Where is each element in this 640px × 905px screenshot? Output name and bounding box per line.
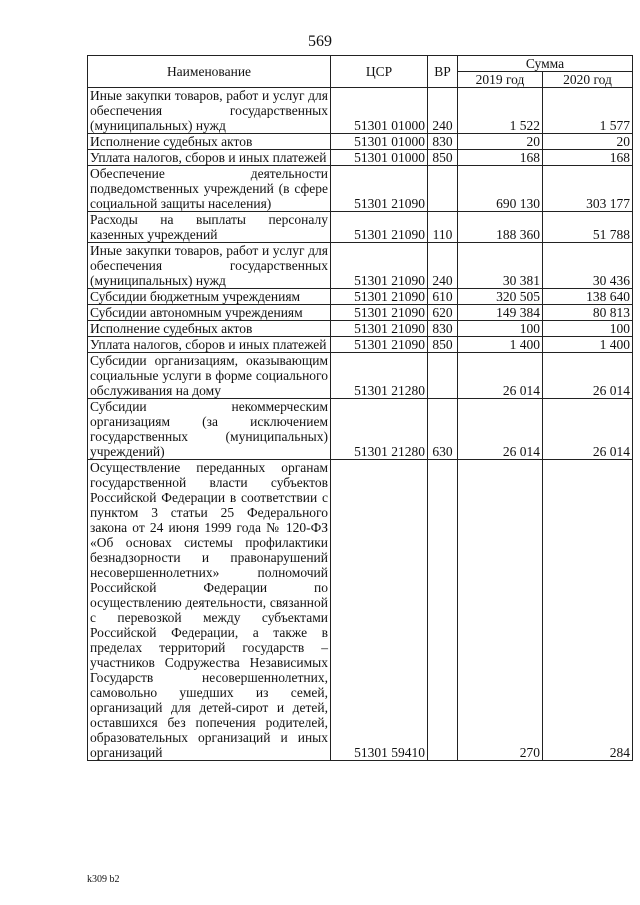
header-name: Наименование (88, 56, 331, 88)
table-row (88, 243, 633, 289)
row-csr: 51301 21090 (331, 337, 428, 353)
row-sum-2019: 1 522 (458, 88, 543, 134)
row-sum-2019: 26 014 (458, 399, 543, 460)
row-sum-2020: 100 (543, 321, 633, 337)
row-sum-2019: 270 (458, 460, 543, 761)
row-sum-2019: 149 384 (458, 305, 543, 321)
row-sum-2019: 320 505 (458, 289, 543, 305)
row-sum-2019: 188 360 (458, 212, 543, 243)
row-sum-2019: 1 400 (458, 337, 543, 353)
row-vr (428, 166, 458, 212)
row-csr: 51301 01000 (331, 134, 428, 150)
table-row (88, 212, 633, 243)
row-csr: 51301 21280 (331, 353, 428, 399)
row-csr: 51301 59410 (331, 460, 428, 761)
header-year-2019: 2019 год (458, 72, 543, 88)
row-sum-2020: 20 (543, 134, 633, 150)
row-sum-2019: 20 (458, 134, 543, 150)
row-sum-2020: 1 577 (543, 88, 633, 134)
row-sum-2020: 138 640 (543, 289, 633, 305)
row-sum-2020: 26 014 (543, 353, 633, 399)
table-row (88, 289, 633, 305)
table-body (88, 88, 633, 761)
budget-table (87, 55, 633, 761)
row-vr: 830 (428, 321, 458, 337)
row-vr (428, 460, 458, 761)
row-vr: 110 (428, 212, 458, 243)
table-row (88, 305, 633, 321)
row-name: Иные закупки товаров, работ и услуг для обеспечения государственных (муниципальных) нужд (88, 243, 331, 289)
row-vr: 850 (428, 337, 458, 353)
row-sum-2019: 26 014 (458, 353, 543, 399)
table-row (88, 460, 633, 761)
row-name: Осуществление переданных органам государственной власти субъектов Российской Федерации в соответствии с пунктом 3 статьи 25 Федерального закона от 24 июня 1999 года № 120-ФЗ «Об основах системы профилактики безнадзорности и правонарушений несовершеннолетних» полномочий Российской Федерации по осуществлению деятельности, связанной с перевозкой между субъектами Российской Федерации, а также в пределах территорий государств – участников Содружества Независимых Государств несовершеннолетних, самовольно ушедших из семей, организаций для детей-сирот и детей, оставшихся без попечения родителей, образовательных организаций и иных организаций (88, 460, 331, 761)
row-vr: 620 (428, 305, 458, 321)
row-csr: 51301 21090 (331, 321, 428, 337)
row-vr: 610 (428, 289, 458, 305)
header-year-2020: 2020 год (543, 72, 633, 88)
row-sum-2019: 100 (458, 321, 543, 337)
row-vr: 830 (428, 134, 458, 150)
row-csr: 51301 01000 (331, 150, 428, 166)
row-name: Исполнение судебных актов (88, 134, 331, 150)
table-row (88, 134, 633, 150)
row-csr: 51301 21090 (331, 243, 428, 289)
row-name: Субсидии организациям, оказывающим социальные услуги в форме социального обслуживания на дому (88, 353, 331, 399)
row-sum-2019: 168 (458, 150, 543, 166)
row-csr: 51301 21280 (331, 399, 428, 460)
row-name: Уплата налогов, сборов и иных платежей (88, 337, 331, 353)
row-name: Уплата налогов, сборов и иных платежей (88, 150, 331, 166)
table-row (88, 321, 633, 337)
row-sum-2020: 1 400 (543, 337, 633, 353)
row-sum-2019: 30 381 (458, 243, 543, 289)
row-name: Обеспечение деятельности подведомственных учреждений (в сфере социальной защиты населения) (88, 166, 331, 212)
page-number: 569 (308, 33, 332, 50)
row-csr: 51301 21090 (331, 212, 428, 243)
header-csr: ЦСР (331, 56, 428, 88)
row-csr: 51301 21090 (331, 289, 428, 305)
row-vr (428, 353, 458, 399)
row-sum-2020: 284 (543, 460, 633, 761)
row-name: Исполнение судебных актов (88, 321, 331, 337)
row-name: Субсидии бюджетным учреждениям (88, 289, 331, 305)
row-name: Субсидии автономным учреждениям (88, 305, 331, 321)
row-vr: 240 (428, 88, 458, 134)
table-row (88, 353, 633, 399)
row-sum-2020: 26 014 (543, 399, 633, 460)
row-vr: 630 (428, 399, 458, 460)
table-header (88, 56, 633, 88)
row-sum-2020: 51 788 (543, 212, 633, 243)
table-row (88, 337, 633, 353)
row-sum-2020: 168 (543, 150, 633, 166)
row-name: Расходы на выплаты персоналу казенных учреждений (88, 212, 331, 243)
row-csr: 51301 21090 (331, 166, 428, 212)
row-name: Иные закупки товаров, работ и услуг для обеспечения государственных (муниципальных) нужд (88, 88, 331, 134)
row-vr: 850 (428, 150, 458, 166)
row-name: Субсидии некоммерческим организациям (за исключением государственных (муниципальных) учреждений) (88, 399, 331, 460)
table-row (88, 399, 633, 460)
row-sum-2020: 30 436 (543, 243, 633, 289)
footer-code: k309 b2 (87, 874, 120, 885)
row-csr: 51301 21090 (331, 305, 428, 321)
header-sum: Сумма (458, 56, 633, 72)
row-vr: 240 (428, 243, 458, 289)
table-row (88, 150, 633, 166)
row-csr: 51301 01000 (331, 88, 428, 134)
header-vr: ВР (428, 56, 458, 88)
table-row (88, 88, 633, 134)
table-row (88, 166, 633, 212)
row-sum-2020: 303 177 (543, 166, 633, 212)
row-sum-2020: 80 813 (543, 305, 633, 321)
row-sum-2019: 690 130 (458, 166, 543, 212)
